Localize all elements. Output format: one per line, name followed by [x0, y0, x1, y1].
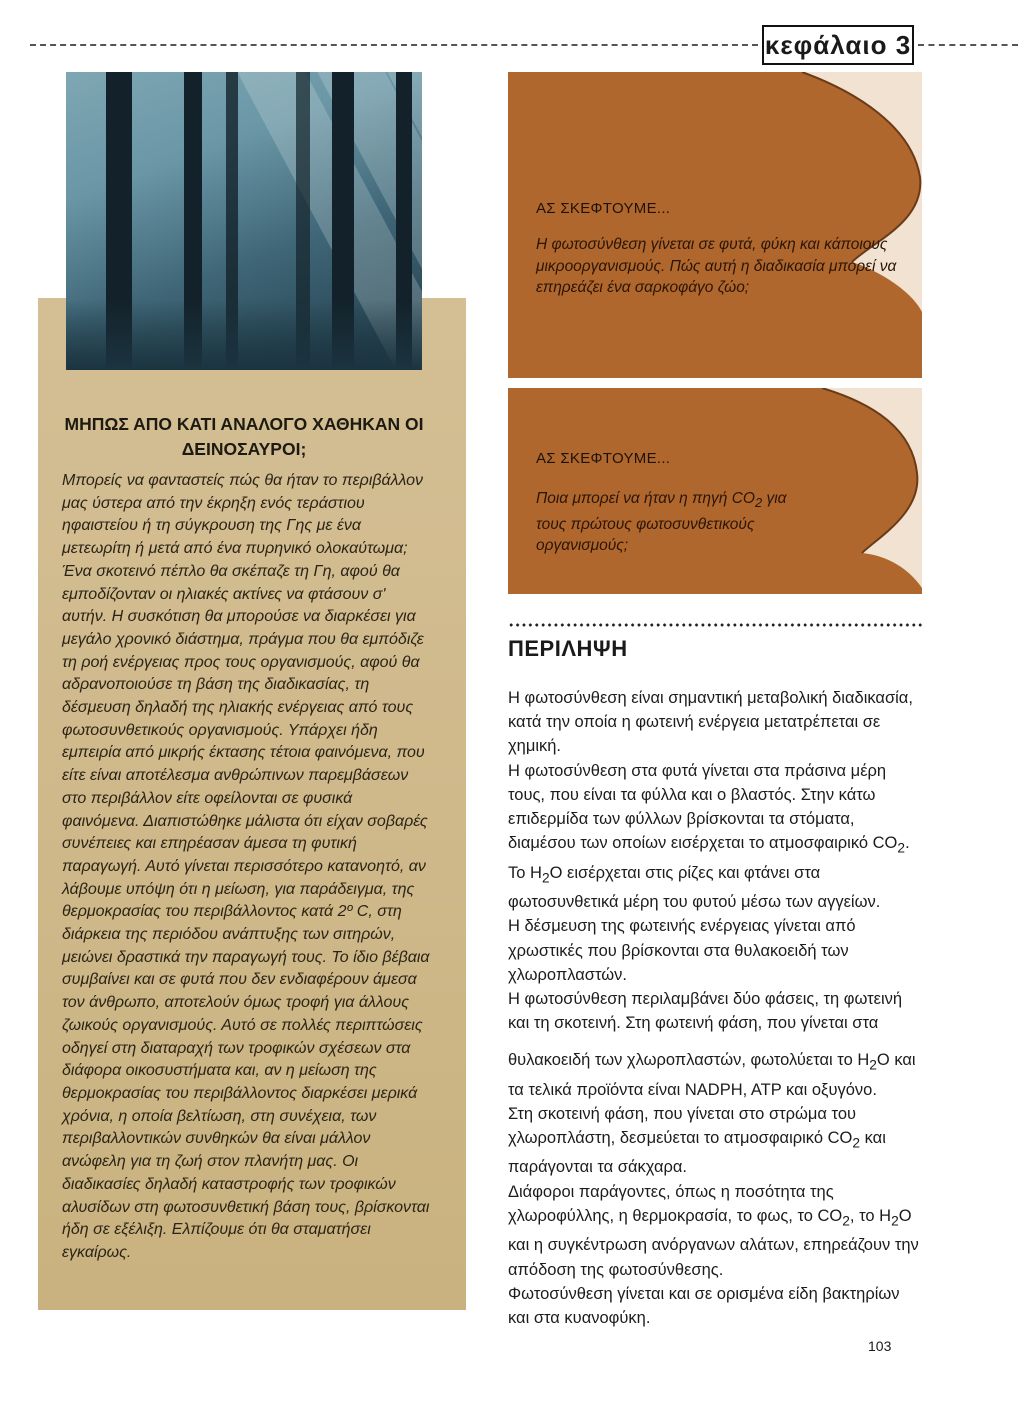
think-box-1 [508, 72, 922, 378]
summary-paragraph: Η δέσμευση της φωτεινής ενέργειας γίνεται από χρωστικές που βρίσκονται στα θυλακοειδή των χλωροπλαστών. [508, 917, 856, 984]
dotted-divider [508, 622, 922, 628]
think-box-2 [508, 388, 922, 594]
sidebar-paragraph: Μπορείς να φανταστείς πώς θα ήταν το περιβάλλον μας ύστερα από την έκρηξη ενός τεράστιου ηφαιστείου ή τη σύγκρουση της Γης με ένα μετεωρίτη ή μετά από ένα πυρηνικό ολοκαύτωμα; Ένα σκοτεινό πέπλο θα σκέπαζε τη Γη, αφού θα εμποδίζονταν οι ηλιακές ακτίνες να φτάσουν σ' αυτήν. Η συσκότιση θα μπορούσε να διαρκέσει για μεγάλο χρονικό διάστημα, πράγμα που θα εμπόδιζε τη ροή ενέργειας προς τους οργανισμούς, αφού θα αδρανοποιούσε τη βάση της διαδικασίας, τη δέσμευση δηλαδή της ηλιακής ενέργειας από τους φωτοσυνθετικούς οργανισμούς. Υπάρχει ήδη εμπειρία από μικρής έκτασης τέτοια φαινόμενα, που είτε είναι αποτέλεσμα ανθρώπινων παρεμβάσεων στο περιβάλλον είτε οφείλονται σε φυσικά φαινόμενα. Διαπιστώθηκε μάλιστα ότι είχαν σοβαρές συνέπειες και επηρέασαν άμεσα τη φυτική παραγωγή. Αυτό γίνεται περισσότερο κατανοητό, αν λάβουμε υπόψη ότι η μείωση, για παράδειγμα, της θερμοκρασίας του περιβάλλοντος κατά 2º C, στη διάρκεια της περιόδου ανάπτυξης των σιτηρών, μειώνει δραστικά την παραγωγή τους. Το ίδιο βέβαια συμβαίνει και σε φυτά που δεν ενδιαφέρουν άμεσα τον άνθρωπο, αποτελούν όμως τροφή για άλλους ζωικούς οργανισμούς. Αυτό σε πολλές περιπτώσεις οδηγεί στη διαταραχή των τροφικών σχέσεων στα διάφορα οικοσυστήματα και, αν η μείωση της θερμοκρασίας του περιβάλλοντος διαρκέσει μερικά χρόνια, η οποία βελτίωση, στη συνέχεια, των περιβαλλοντικών συνθηκών θα είναι μάλλον ανώφελη για τη ζωή στον πλανήτη μας. Οι διαδικασίες δηλαδή καταστροφής των τροφικών αλυσίδων στη φωτοσυνθετική βάση τους, βρίσκονται ήδη σε εξέλιξη. Ελπίζουμε ότι θα σταματήσει εγκαίρως. [62, 472, 430, 1261]
summary-paragraph: Η φωτοσύνθεση στα φυτά γίνεται στα πράσινα μέρη τους, που είναι τα φύλλα και ο βλαστός. Στην κάτω επιδερμίδα των φύλλων βρίσκονται τα στόματα, διαμέσου των οποίων εισέρχεται το ατμοσφαιρικό $CO_2$. Το $H_2O$ εισέρχεται στις ρίζες και φτάνει στα φωτοσυνθετικά μέρη του φυτού μέσω των αγγείων. [508, 761, 910, 912]
summary-paragraph: Διάφοροι παράγοντες, όπως η ποσότητα της χλωροφύλλης, η θερμοκρασία, το φως, το $CO_2$, το $H_2O$ και η συγκέντρωση ανόργανων αλάτων, επηρεάζουν την απόδοση της φωτοσύνθεσης. [508, 1182, 919, 1279]
page-curl-graphic [762, 72, 922, 378]
think-question: Ποια μπορεί να ήταν η πηγή $CO_2$ για τους πρώτους φωτοσυνθετικούς οργανισμούς; [536, 490, 787, 555]
sidebar-title: ΜΗΠΩΣ ΑΠΟ ΚΑΤΙ ΑΝΑΛΟΓΟ ΧΑΘΗΚΑΝ ΟΙ ΔΕΙΝΟΣΑΥΡΟΙ; [64, 414, 424, 459]
think-question: Η φωτοσύνθεση γίνεται σε φυτά, φύκη και κάποιους μικροοργανισμούς. Πώς αυτή η διαδικασία μπορεί να επηρεάζει ένα σαρκοφάγο ζώο; [536, 236, 897, 296]
summary-text-upper [508, 686, 922, 1035]
forest-photo [66, 72, 422, 370]
think-heading: ΑΣ ΣΚΕΦΤΟΥΜΕ... [536, 200, 671, 217]
summary-paragraph: Η φωτοσύνθεση περιλαμβάνει δύο φάσεις, τη φωτεινή και τη σκοτεινή. Στη φωτεινή φάση, που γίνεται στα [508, 990, 903, 1033]
chapter-label: κεφάλαιο 3 [762, 25, 914, 65]
page-number: 103 [868, 1338, 892, 1354]
think-heading: ΑΣ ΣΚΕΦΤΟΥΜΕ... [536, 450, 671, 467]
summary-text-lower [508, 1048, 922, 1330]
header-rule-right [918, 44, 1018, 46]
summary-paragraph: Φωτοσύνθεση γίνεται και σε ορισμένα είδη βακτηρίων και στα κυανοφύκη. [508, 1284, 900, 1327]
summary-paragraph: θυλακοειδή των χλωροπλαστών, φωτολύεται το $H_2O$ και τα τελικά προϊόντα είναι NADPH, ATP και οξυγόνο. [508, 1051, 916, 1099]
summary-title: ΠΕΡΙΛΗΨΗ [508, 636, 628, 661]
sidebar-text [62, 470, 430, 1265]
header-rule-left [30, 44, 758, 46]
summary-paragraph: Στη σκοτεινή φάση, που γίνεται στο στρώμα του χλωροπλάστη, δεσμεύεται το ατμοσφαιρικό $CO_2$ και παράγονται τα σάκχαρα. [508, 1104, 886, 1177]
summary-paragraph: Η φωτοσύνθεση είναι σημαντική μεταβολική διαδικασία, κατά την οποία η φωτεινή ενέργεια μετατρέπεται σε χημική. [508, 689, 913, 756]
